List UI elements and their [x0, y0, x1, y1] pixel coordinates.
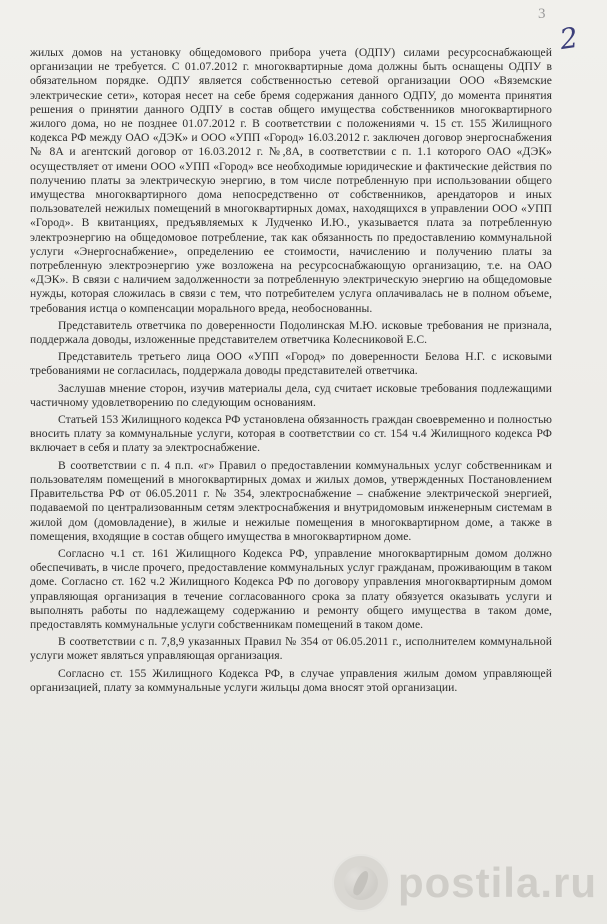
paragraph: Представитель третьего лица ООО «УПП «Город» по доверенности Белова Н.Г. с исковыми требованиями не согласилась, поддержала доводы представителей ответчика.	[30, 350, 552, 378]
handwritten-page-number: 2	[557, 20, 581, 57]
postila-logo-icon	[332, 854, 390, 912]
document-text	[30, 46, 552, 698]
paragraph: Представитель ответчика по доверенности Подолинская М.Ю. исковые требования не признала, поддержала доводы, изложенные представителем ответчика Колесниковой Е.С.	[30, 318, 552, 347]
paragraph: В соответствии с п. 7,8,9 указанных Правил № 354 от 06.05.2011 г., исполнителем коммунальной услуги может являться управляющая организация.	[30, 635, 552, 663]
paragraph: В соответствии с п. 4 п.п. «г» Правил о предоставлении коммунальных услуг собственникам и пользователям помещений в многоквартирных домах и жилых домов, утвержденных Постановлением Правительства РФ от 06.05.2011 г. № 354, электроснабжение – снабжение электрической энергией, подаваемой по централизованным сетям электроснабжения и внутридомовым инженерным системам в жилой дом (домовладение), в жилые и нежилые помещения в многоквартирном доме, а также в помещения, входящие в состав общего имущества в многоквартирном доме.	[30, 458, 552, 543]
paragraph: Согласно ст. 155 Жилищного Кодекса РФ, в случае управления жилым домом управляющей организацией, плату за коммунальные услуги жильцы дома вносят этой организации.	[30, 666, 552, 694]
paragraph: жилых домов на установку общедомового прибора учета (ОДПУ) силами ресурсоснабжающей организации не требуется. С 01.07.2012 г. многоквартирные дома должны быть оснащены ОДПУ в обязательном порядке. ОДПУ является собственностью сетевой организации ООО «Вяземские электрические сети», которая несет на себе бремя содержания данного ОДПУ, до момента принятия решения о принятии данного ОДПУ в состав общего имущества собственников многоквартирного жилого дома, но не позднее 01.07.2012 г. В соответствии с положениями ч. 15 ст. 155 Жилищного кодекса РФ между ОАО «ДЭК» и ООО «УПП «Город» 16.03.2012 г. заключен договор энергоснабжения № 8А и агентский договор от 16.03.2012 г. №,8А, в соответствии с п. 1.1 которого ОАО «ДЭК» осуществляет от имени ООО «УПП «Город» все необходимые юридические и фактические действия по получению платы за электрическую энергию, в том числе потребленную при использовании общего имущества многоквартирного дома непосредственно от собственников, арендаторов и иных пользователей нежилых помещений в многоквартирных домах, находящихся в управлении ООО «УПП «Город». В квитанциях, предъявляемых к Лудченко И.Ю., указывается плата за потребленную электроэнергию на общедомовое потребление, так как обязанность по предоставлению коммунальной услуги «Энергоснабжение», определению ее стоимости, начислению и получению платы за потребленную электроэнергию уже возложена на ресурсоснабжающую организацию, т.е. на ОАО «ДЭК». В связи с наличием задолженности за потребленную электрическую энергию на общедомовые нужды, которая сложилась в связи с тем, что потребителем услуга оплачивалась не в полном объеме, требования истца о компенсации морального вреда, необоснованны.	[30, 46, 552, 315]
paragraph: Заслушав мнение сторон, изучив материалы дела, суд считает исковые требования подлежащими частичному удовлетворению по следующим основаниям.	[30, 381, 552, 409]
watermark	[332, 854, 597, 912]
paragraph: Статьей 153 Жилищного кодекса РФ установлена обязанность граждан своевременно и полностью вносить плату за коммунальные услуги, которая в соответствии со ст. 154 ч.4 Жилищного кодекса РФ включает в себя и плату за электроснабжение.	[30, 413, 553, 455]
printed-page-number: 3	[538, 6, 546, 22]
paragraph: Согласно ч.1 ст. 161 Жилищного Кодекса РФ, управление многоквартирным домом должно обеспечивать, в числе прочего, предоставление коммунальных услуг гражданам, проживающим в таком доме. Согласно ст. 162 ч.2 Жилищного Кодекса РФ по договору управления многоквартирным домом управляющая организация в течение согласованного срока за плату обязуется оказывать услуги и выполнять работы по надлежащему содержанию и ремонту общего имущества в таком доме, предоставлять коммунальные услуги собственникам помещений в таком доме.	[30, 546, 552, 631]
watermark-text: postila.ru	[397, 859, 597, 906]
